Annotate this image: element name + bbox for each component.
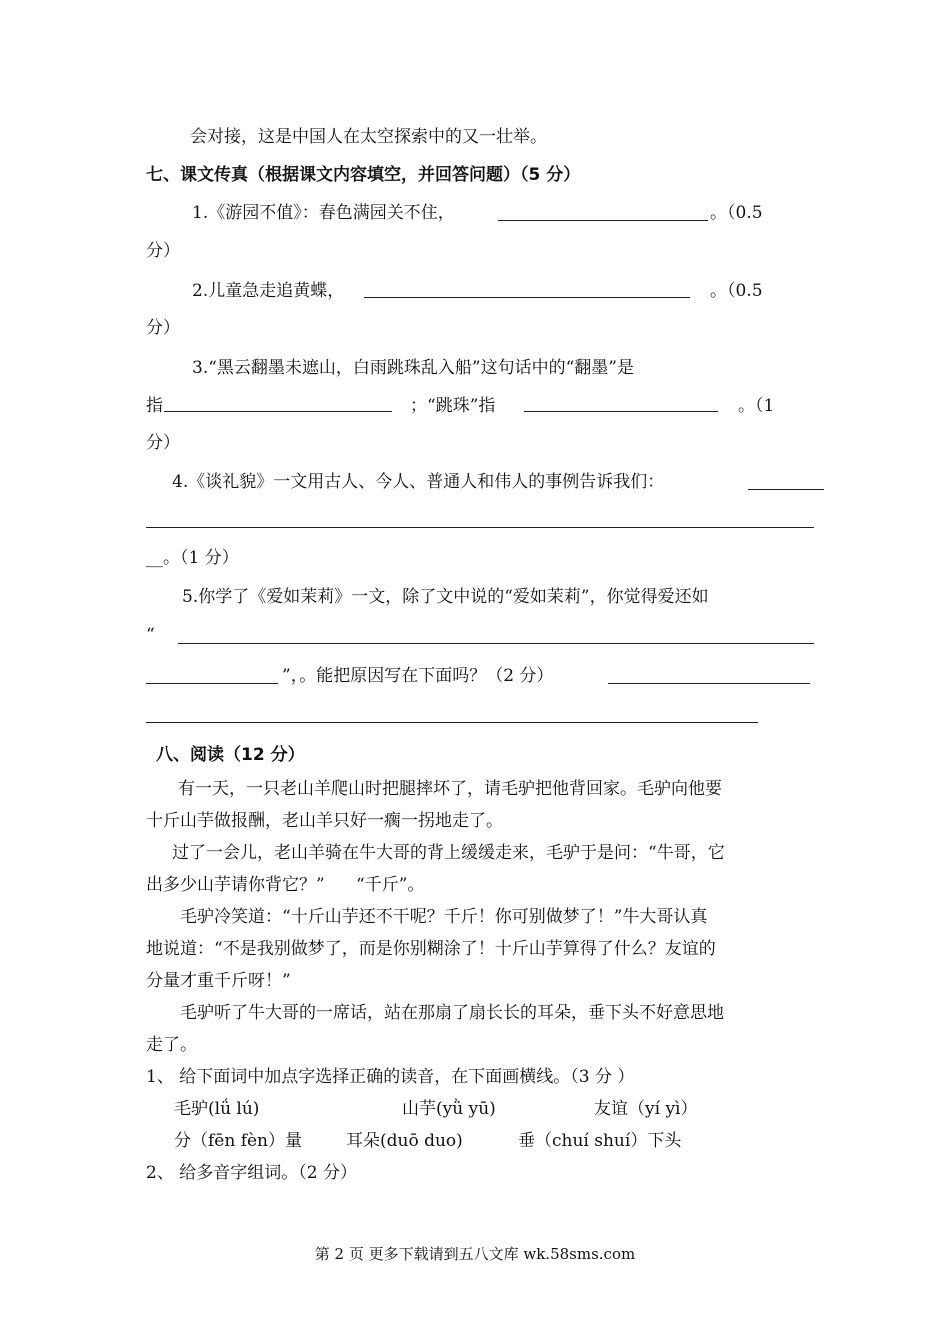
q3-sep: ；“跳珠”指 [410, 396, 496, 416]
q1-score-cont: 分） [146, 241, 180, 261]
q5-answer-blank-1[interactable] [178, 643, 814, 644]
q5-answer-blank-4[interactable] [146, 722, 758, 723]
q3-answer-blank-2[interactable] [524, 411, 718, 412]
passage-line: 毛驴听了牛大哥的一席话，站在那扇了扇长长的耳朵，垂下头不好意思地 [180, 1003, 724, 1023]
pinyin-item[interactable]: 垂（chuí shuí）下头 [518, 1131, 682, 1151]
passage-line: 毛驴冷笑道：“十斤山芋还不干呢？千斤！你可别做梦了！”牛大哥认真 [180, 907, 708, 927]
q3-text: 3.“黑云翻墨未遮山，白雨跳珠乱入船”这句话中的“翻墨”是 [192, 358, 634, 378]
passage-line: 出多少山芋请你背它？” [146, 875, 325, 895]
q3-score-cont: 分） [146, 433, 180, 453]
q2-score: 。（0.5 [710, 281, 763, 301]
passage-line: 十斤山芋做报酬，老山羊只好一瘸一拐地走了。 [146, 811, 503, 831]
q3-zhi: 指 [146, 396, 163, 416]
task1-instruction: 1、 给下面词中加点字选择正确的读音，在下面画横线。（3 分 ） [146, 1067, 635, 1087]
q5-answer-blank-3[interactable] [608, 683, 810, 684]
pinyin-item[interactable]: 耳朵(duō duo) [346, 1131, 463, 1151]
pinyin-item[interactable]: 毛驴(lǘ lú) [174, 1099, 260, 1119]
passage-line: “千斤”。 [356, 875, 425, 895]
q5-answer-blank-2[interactable] [146, 683, 278, 684]
page-footer: 第 2 页 更多下载请到五八文库 wk.58sms.com [314, 1245, 636, 1263]
q4-answer-blank-2[interactable] [146, 527, 814, 528]
section8-heading: 八、阅读（12 分） [156, 745, 305, 765]
intro-line: 会对接，这是中国人在太空探索中的又一壮举。 [190, 127, 547, 147]
passage-line: 分量才重千斤呀！” [146, 971, 291, 991]
q2-text: 2.儿童急走追黄蝶， [192, 281, 345, 301]
task2-instruction: 2、 给多音字组词。（2 分） [146, 1163, 357, 1183]
q5-open-quote: “ [146, 625, 155, 645]
passage-line: 过了一会儿，老山羊骑在牛大哥的背上缓缓走来，毛驴于是问：“牛哥，它 [172, 843, 725, 863]
q5-mid: ”，。能把原因写在下面吗？（2 分） [282, 666, 554, 686]
passage-line: 地说道：“不是我别做梦了，而是你别糊涂了！十斤山芋算得了什么？友谊的 [146, 939, 716, 959]
q2-score-cont: 分） [146, 318, 180, 338]
section7-heading: 七、课文传真（根据课文内容填空，并回答问题）（5 分） [146, 165, 581, 185]
q4-text: 4.《谈礼貌》一文用古人、今人、普通人和伟人的事例告诉我们： [172, 472, 665, 492]
pinyin-item[interactable]: 山芋(yǜ yū) [402, 1099, 496, 1119]
q5-text: 5.你学了《爱如茉莉》一文，除了文中说的“爱如茉莉”，你觉得爱还如 [182, 587, 709, 607]
passage-line: 走了。 [146, 1035, 197, 1055]
pinyin-item[interactable]: 友谊（yí yì） [594, 1099, 698, 1119]
q1-text: 1.《游园不值》：春色满园关不住， [192, 203, 455, 223]
q2-answer-blank[interactable] [364, 297, 690, 298]
q3-answer-blank-1[interactable] [164, 411, 392, 412]
q1-answer-blank[interactable] [498, 220, 708, 221]
q3-score: 。（1 [738, 396, 775, 416]
q1-score: 。（0.5 [710, 203, 763, 223]
pinyin-item[interactable]: 分（fēn fèn）量 [174, 1131, 303, 1151]
q4-answer-blank-1[interactable] [748, 489, 824, 490]
q4-end: __。（1 分） [146, 548, 239, 568]
passage-line: 有一天，一只老山羊爬山时把腿摔坏了，请毛驴把他背回家。毛驴向他要 [178, 779, 722, 799]
